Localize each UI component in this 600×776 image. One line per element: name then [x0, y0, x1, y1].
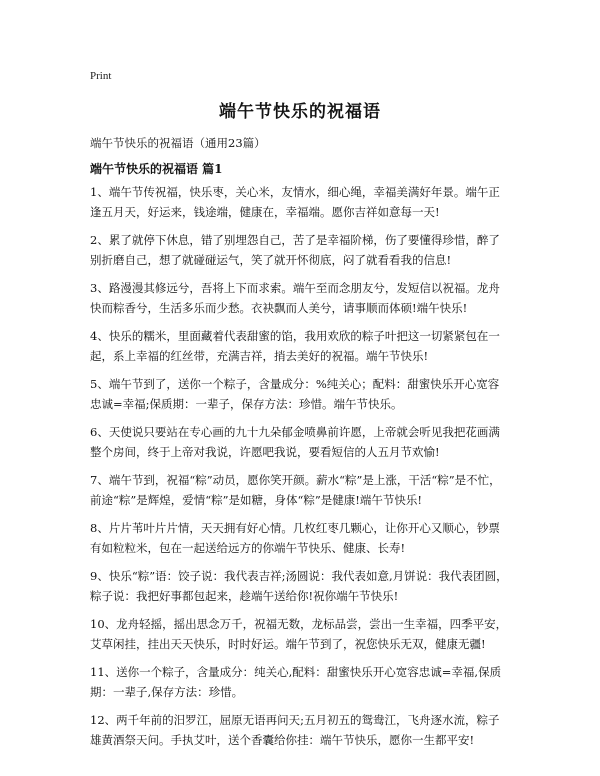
paragraph-5: 5、端午节到了，送你一个粽子，含量成分：%纯关心；配料：甜蜜快乐开心宽容忠诚=幸福;保质期：一辈子，保存方法：珍惜。端午节快乐。 [90, 377, 500, 411]
print-label[interactable]: Print [90, 70, 112, 82]
paragraph-7: 7、端午节到，祝福“粽”动员，愿你笑开颜。薪水“粽”是上涨，干活“粽”是不忙，前途“粽”是辉煌，爱情“粽”是如糖，身体“粽”是健康!端午节快乐! [90, 473, 501, 507]
paragraph-11: 11、送你一个粽子，含量成分：纯关心,配料：甜蜜快乐开心宽容忠诚=幸福,保质期：一辈子,保存方法：珍惜。 [90, 665, 502, 699]
paragraph-10: 10、龙舟轻摇，摇出思念万千，祝福无数，龙标品尝，尝出一生幸福，四季平安，艾草闲挂，挂出天天快乐，时时好运。端午节到了，祝您快乐无双，健康无疆! [90, 617, 508, 651]
document-subtitle: 端午节快乐的祝福语（通用23篇） [90, 136, 266, 150]
paragraph-8: 8、片片苇叶片片情，天天拥有好心情。几枚红枣几颗心，让你开心又顺心，钞票有如粒粒米，包在一起送给远方的你端午节快乐、健康、长寿! [90, 521, 500, 555]
section-heading: 端午节快乐的祝福语 篇1 [90, 162, 223, 176]
paragraph-1: 1、端午节传祝福，快乐枣，关心米，友情水，细心绳，幸福美满好年景。端午正逢五月天，好运来，钱途端，健康在，幸福端。愿你吉祥如意每一天! [90, 185, 500, 219]
page-title: 端午节快乐的祝福语 [219, 102, 381, 122]
paragraph-4: 4、快乐的糯米，里面藏着代表甜蜜的馅，我用欢欣的粽子叶把这一切紧紧包在一起，系上幸福的红丝带，充满吉祥，捎去美好的祝福。端午节快乐! [90, 329, 500, 363]
paragraph-3: 3、路漫漫其修远兮，吾将上下而求索。端午至而念朋友兮，发短信以祝福。龙舟快而粽香兮，生活多乐而少愁。衣袂飘而人美兮，请事顺而体硕!端午快乐! [90, 281, 500, 315]
paragraph-9: 9、快乐“粽”语：饺子说：我代表吉祥;汤圆说：我代表如意,月饼说：我代表团圆，粽子说：我把好事都包起来，趁端午送给你!祝你端午节快乐! [90, 569, 508, 603]
paragraph-6: 6、天使说只要站在专心画的九十九朵郁金喷鼻前许愿，上帝就会听见我把花画满整个房间，终于上帝对我说，许愿吧我说，要看短信的人五月节欢愉! [90, 425, 500, 459]
paragraph-2: 2、累了就停下休息，错了别埋怨自己，苦了是幸福阶梯，伤了要懂得珍惜，醉了别折磨自己，想了就碰碰运气，笑了就开怀彻底，闷了就看看我的信息! [90, 233, 500, 267]
paragraph-12: 12、两千年前的汨罗江，屈原无语再问天;五月初五的鸳鸯江，飞舟逐水流，粽子雄黄酒祭天问。手执艾叶，送个香囊给你挂：端午节快乐，愿你一生都平安! [90, 713, 500, 747]
